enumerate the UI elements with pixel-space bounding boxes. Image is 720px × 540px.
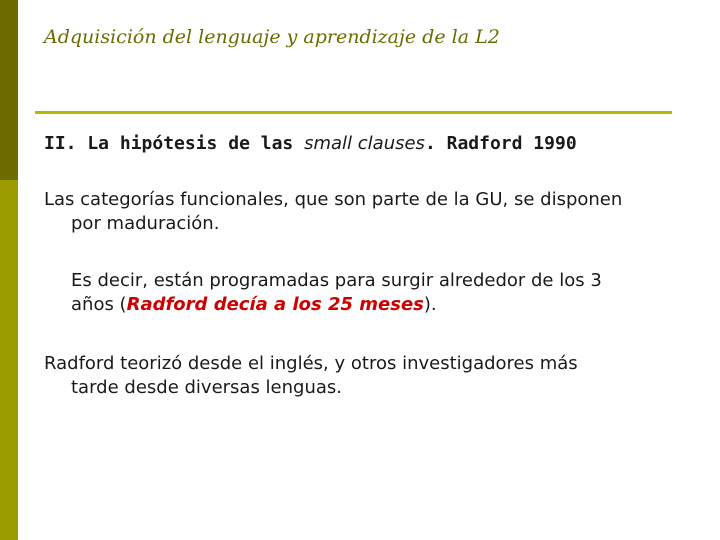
paragraph-2 — [71, 269, 720, 317]
paragraph-1-line-2: por maduración. — [71, 213, 220, 234]
paragraph-1 — [44, 188, 704, 236]
paragraph-2-suffix: ). — [423, 294, 437, 315]
heading-prefix: II. La hipótesis de las — [44, 133, 305, 154]
section-heading — [44, 133, 577, 154]
paragraph-3-line-2: tarde desde diversas lenguas. — [71, 377, 343, 398]
heading-italic: small clauses — [304, 133, 425, 154]
paragraph-2-prefix: años ( — [71, 294, 127, 315]
paragraph-3 — [44, 352, 704, 400]
sidebar-top-bar — [0, 0, 18, 180]
paragraph-2-line-1: Es decir, están programadas para surgir alrededor de los 3 — [71, 270, 602, 291]
paragraph-3-line-1: Radford teorizó desde el inglés, y otros investigadores más — [44, 353, 578, 374]
highlighted-quote: Radford decía a los 25 meses — [126, 294, 424, 315]
slide-title: Adquisición del lenguaje y aprendizaje de la L2 — [44, 26, 500, 48]
sidebar-bottom-bar — [0, 180, 18, 540]
heading-suffix: . Radford 1990 — [424, 133, 577, 154]
title-divider — [35, 111, 672, 114]
paragraph-1-line-1: Las categorías funcionales, que son parte de la GU, se disponen — [44, 189, 623, 210]
paragraph-2-line-2 — [71, 293, 720, 317]
